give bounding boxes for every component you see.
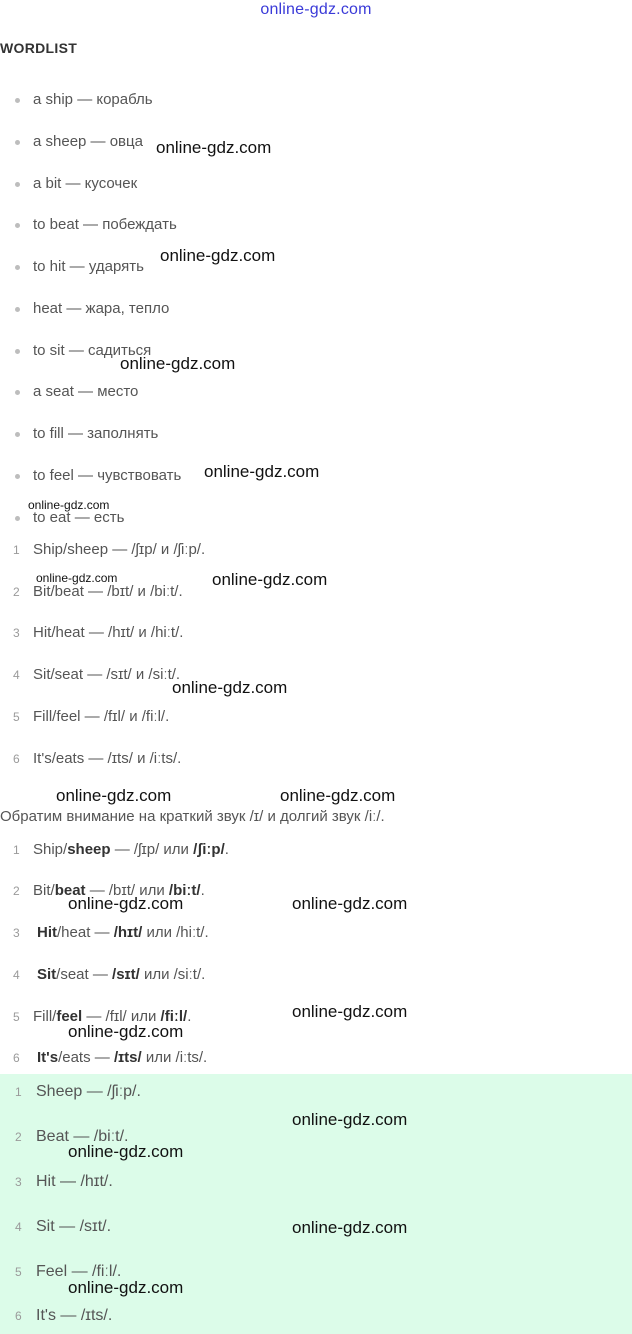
watermark: online-gdz.com (68, 894, 184, 913)
watermark: online-gdz.com (120, 354, 236, 373)
watermark: online-gdz.com (292, 894, 408, 913)
answer-box: 1 Sheep — /ʃiːp/. 2 Beat — /biːt/. 3 Hit — /hɪt/. 4 Sit — /sɪt/. 5 Feel — /fiːl/. 6 It's — /ɪts/. (0, 1074, 632, 1334)
watermark: online-gdz.com (204, 462, 320, 481)
watermark: online-gdz.com (68, 1142, 184, 1161)
watermark: online-gdz.com (172, 678, 288, 697)
site-header-link[interactable]: online-gdz.com (260, 1, 372, 18)
watermark: online-gdz.com (160, 246, 276, 265)
watermark: online-gdz.com (156, 138, 272, 157)
watermark: online-gdz.com (68, 1278, 184, 1297)
watermark: online-gdz.com (212, 570, 328, 589)
intro-text: Обратим внимание на краткий звук /ɪ/ и долгий звук /iː/. (0, 808, 385, 825)
wordlist-heading: WORDLIST (0, 40, 78, 56)
watermark: online-gdz.com (292, 1218, 408, 1237)
watermark: online-gdz.com (56, 786, 172, 805)
watermark: online-gdz.com (68, 1022, 184, 1041)
watermark: online-gdz.com (292, 1002, 408, 1021)
watermark: online-gdz.com (280, 786, 396, 805)
watermark: online-gdz.com (292, 1110, 408, 1129)
watermark: online-gdz.com (36, 571, 118, 585)
watermark: online-gdz.com (28, 498, 110, 512)
